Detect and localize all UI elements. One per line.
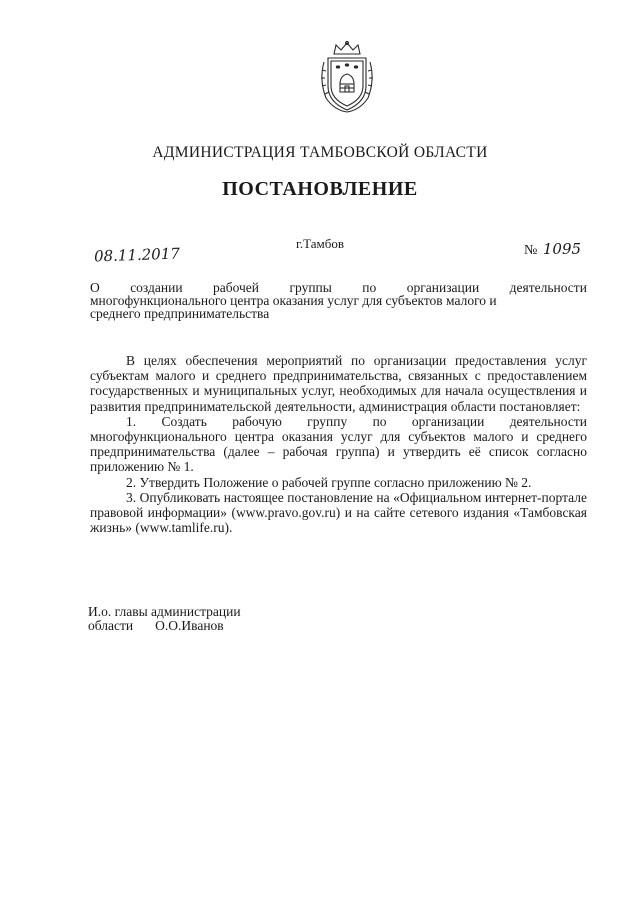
- signer-position-line-1: И.о. главы администрации: [88, 604, 241, 619]
- signer-name: О.О.Иванов: [155, 618, 224, 633]
- signature-block: [88, 605, 241, 633]
- organization-title: АДМИНИСТРАЦИЯ ТАМБОВСКОЙ ОБЛАСТИ: [152, 144, 488, 161]
- number-value: 1095: [542, 240, 582, 258]
- document-body: [90, 353, 587, 535]
- item-1-first-line: 1. Создать рабочую группу по организации деятельности: [126, 413, 587, 429]
- item-3-text: 3. Опубликовать настоящее постановление на «Официальном интернет-портале правовой информации» (www.pravo.gov.ru) и на сайте сетевого издания «Тамбовская жизнь» (www.tamlife.ru).: [90, 489, 587, 536]
- document-type-title: ПОСТАНОВЛЕНИЕ: [222, 178, 418, 200]
- subject-line-1: О создании рабочей группы по организации деятельности: [90, 280, 587, 295]
- subject-line-3: среднего предпринимательства: [90, 306, 270, 321]
- item-2-text: 2. Утвердить Положение о рабочей группе согласно приложению № 2.: [126, 474, 532, 490]
- document-subject: [90, 281, 587, 320]
- signer-position-line-2: области: [88, 618, 134, 633]
- item-1-text: многофункционального центра оказания услуг для субъектов малого и среднего предпринимательства (далее – рабочая группа) и утвердить её список согласно приложению № 1.: [90, 429, 587, 475]
- signer-row: [88, 619, 241, 633]
- number-prefix: №: [524, 243, 538, 258]
- document-date: 08.11.2017: [93, 244, 181, 266]
- document-number: [524, 240, 581, 259]
- document-city: г.Тамбов: [296, 236, 344, 251]
- coat-of-arms-icon: [316, 40, 378, 114]
- subject-line-2: многофункционального центра оказания услуг для субъектов малого и: [90, 293, 497, 308]
- preamble-paragraph: В целях обеспечения мероприятий по организации предоставления услуг субъектам малого и среднего предпринимательства, связанных с предоставлением государственных и муниципальных услуг, необходимых для начала осуществления и развития предпринимательской деятельности, администрация области постановляет:: [90, 353, 587, 414]
